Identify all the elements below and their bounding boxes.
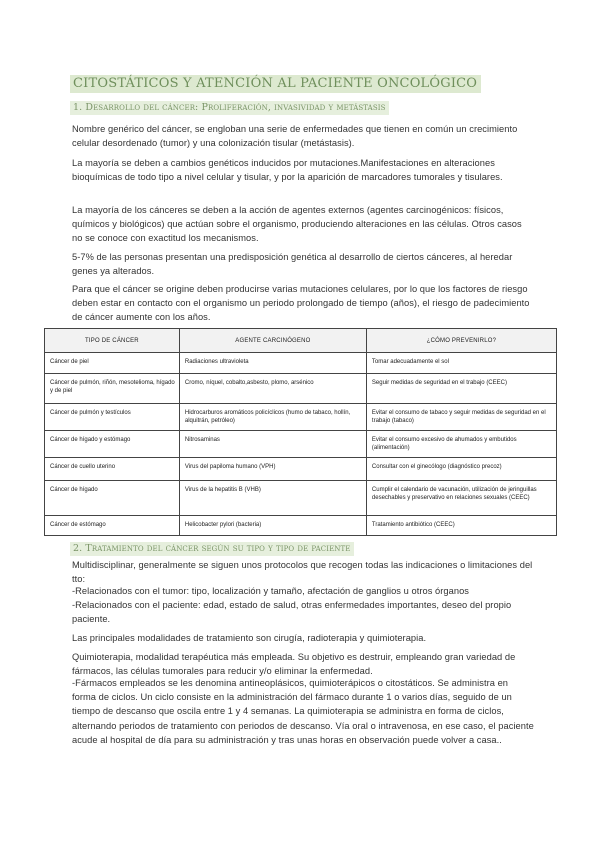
table-header-row xyxy=(45,329,557,353)
table-row xyxy=(45,353,557,374)
paragraph: La mayoría se deben a cambios genéticos inducidos por mutaciones.Manifestaciones en alteraciones bioquímicas de todo tipo a nivel celular y tisular, y por la aparición de marcadores tumorales y tisulares. xyxy=(72,158,503,183)
table-cell: Cáncer de estómago xyxy=(45,516,180,536)
paragraph: Las principales modalidades de tratamiento son cirugía, radioterapia y quimioterapia. xyxy=(72,633,427,643)
paragraph: La mayoría de los cánceres se deben a la acción de agentes externos (agentes carcinogénicos: físicos, químicos y biológicos) que actúan sobre el organismo, produciendo alteraciones en las células. Otros casos no se conoce con exactitud los mecanismos. xyxy=(72,205,522,244)
paragraph: -Fármacos empleados se les denomina antineoplásicos, quimioterápicos o citostáticos. Se administra en forma de ciclos. Un ciclo consiste en la administración del fármaco durante 1 o varios días, seguido de un tiempo de descanso que oscila entre 1 y 4 semanas. La quimioterapia se administra en forma de ciclos, alternando periodos de tratamiento con periodos de descanso. Vía oral o intravenosa, en ese caso, el paciente acude al hospital de día para su administración y tras unas horas en observación puede volver a casa.. xyxy=(72,678,534,745)
table-cell: Hidrocarburos aromáticos policíclicos (humo de tabaco, hollín, alquitrán, petróleo) xyxy=(179,404,366,431)
table-cell: Seguir medidas de seguridad en el trabajo (CEEC) xyxy=(366,374,556,404)
table-cell: Cáncer de pulmón y testículos xyxy=(45,404,180,431)
table-row xyxy=(45,458,557,481)
table-cell: Virus del papiloma humano (VPH) xyxy=(179,458,366,481)
paragraph: -Relacionados con el paciente: edad, estado de salud, otras enfermedades importantes, deseo del propio paciente. xyxy=(72,600,512,625)
table-cell: Cáncer de hígado xyxy=(45,481,180,516)
paragraph: Para que el cáncer se origine deben producirse varias mutaciones celulares, por lo que los factores de riesgo deben estar en contacto con el organismo un periodo prolongado de tiempo (años), el riesgo de padecimiento de cáncer aumente con los años. xyxy=(72,284,530,323)
table-cell: Cáncer de hígado y estómago xyxy=(45,431,180,458)
section-1-heading: 1. Desarrollo del cáncer: Proliferación, invasividad y metástasis xyxy=(70,101,389,115)
section-2-heading: 2. Tratamiento del cáncer según su tipo y tipo de paciente xyxy=(70,542,354,556)
table-cell: Radiaciones ultravioleta xyxy=(179,353,366,374)
table-cell: Cáncer de pulmón, riñón, mesotelioma, hígado y de piel xyxy=(45,374,180,404)
table-cell: Cáncer de piel xyxy=(45,353,180,374)
table-cell: Consultar con el ginecólogo (diagnóstico precoz) xyxy=(366,458,556,481)
carcinogen-table xyxy=(44,328,557,536)
table-cell: Evitar el consumo de tabaco y seguir medidas de seguridad en el trabajo (tabaco) xyxy=(366,404,556,431)
table-row xyxy=(45,481,557,516)
table-row xyxy=(45,516,557,536)
column-header-prevention: ¿CÓMO PREVENIRLO? xyxy=(366,329,556,353)
document-title: CITOSTÁTICOS Y ATENCIÓN AL PACIENTE ONCOLÓGICO xyxy=(70,75,481,93)
table-row xyxy=(45,431,557,458)
table-cell: Tomar adecuadamente el sol xyxy=(366,353,556,374)
table-cell: Nitrosaminas xyxy=(179,431,366,458)
table-row xyxy=(45,374,557,404)
paragraph: Nombre genérico del cáncer, se engloban una serie de enfermedades que tienen en común un crecimiento celular desordenado (tumor) y una colonización tisular (metástasis). xyxy=(72,124,518,149)
table-cell: Cumplir el calendario de vacunación, utilización de jeringuillas desechables y preservativo en relaciones sexuales (CEEC) xyxy=(366,481,556,516)
paragraph: 5-7% de las personas presentan una predisposición genética al desarrollo de ciertos cánceres, al heredar genes ya alterados. xyxy=(72,252,513,277)
table-cell: Evitar el consumo excesivo de ahumados y embutidos (alimentación) xyxy=(366,431,556,458)
table-cell: Tratamiento antibiótico (CEEC) xyxy=(366,516,556,536)
paragraph: -Relacionados con el tumor: tipo, localización y tamaño, afectación de ganglios u otros órganos xyxy=(72,586,469,596)
paragraph: Multidisciplinar, generalmente se siguen unos protocolos que recogen todas las indicaciones o limitaciones del tto: xyxy=(72,560,533,585)
table-cell: Helicobacter pylori (bacteria) xyxy=(179,516,366,536)
paragraph: Quimioterapia, modalidad terapéutica más empleada. Su objetivo es destruir, empleando gran variedad de fármacos, las células tumorales para reducir y/o eliminar la enfermedad. xyxy=(72,652,516,677)
table-cell: Virus de la hepatitis B (VHB) xyxy=(179,481,366,516)
table-cell: Cromo, níquel, cobalto,asbesto, plomo, arsénico xyxy=(179,374,366,404)
column-header-carcinogen: AGENTE CARCINÓGENO xyxy=(179,329,366,353)
table-cell: Cáncer de cuello uterino xyxy=(45,458,180,481)
document-title-wrap xyxy=(70,74,481,93)
table-row xyxy=(45,404,557,431)
column-header-cancer-type: TIPO DE CÁNCER xyxy=(45,329,180,353)
